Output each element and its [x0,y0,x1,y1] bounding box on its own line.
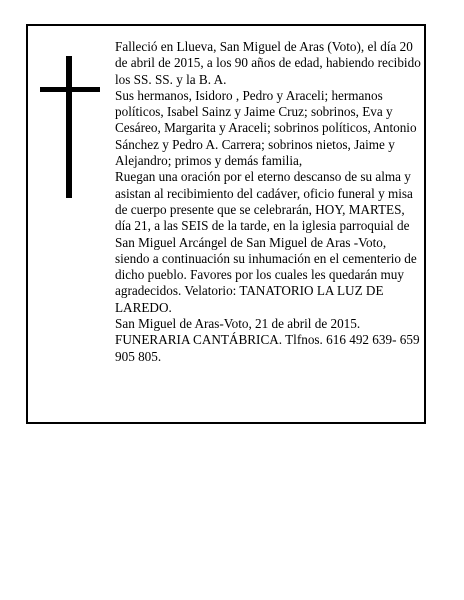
ceremony-paragraph: Ruegan una oración por el eterno descanso de su alma y asistan al recibimiento del cadáver, oficio funeral y misa de cuerpo presente que se celebrarán, HOY, MARTES, día 21, a las SEIS de la tarde, en la iglesia parroquial de San Miguel Arcángel de San Miguel de Aras -Voto, siendo a continuación su inhumación en el cementerio de dicho pueblo. Favores por los cuales les quedarán muy agradecidos. Velatorio: TANATORIO LA LUZ DE LAREDO. [115,169,417,315]
obituary-text [115,39,421,365]
family-paragraph: Sus hermanos, Isidoro , Pedro y Araceli; hermanos políticos, Isabel Sainz y Jaime Cruz; sobrinos, Eva y Cesáreo, Margarita y Araceli; sobrinos políticos, Antonio Sánchez y Pedro A. Carrera; sobrinos nietos, Jaime y Alejandro; primos y demás familia, [115,87,417,169]
obituary-notice [26,24,426,424]
cross-vertical-bar [66,56,72,198]
death-announcement-paragraph: Falleció en Llueva, San Miguel de Aras (Voto), el día 20 de abril de 2015, a los 90 años de edad, habiendo recibido los SS. SS. y la B. A. [115,39,421,87]
latin-cross-icon [40,56,100,198]
funeral-home-contact: FUNERARIA CANTÁBRICA. Tlfnos. 616 492 639- 659 905 805. [115,332,420,364]
cross-horizontal-bar [40,87,100,92]
place-date-line: San Miguel de Aras-Voto, 21 de abril de 2015. [115,316,361,332]
